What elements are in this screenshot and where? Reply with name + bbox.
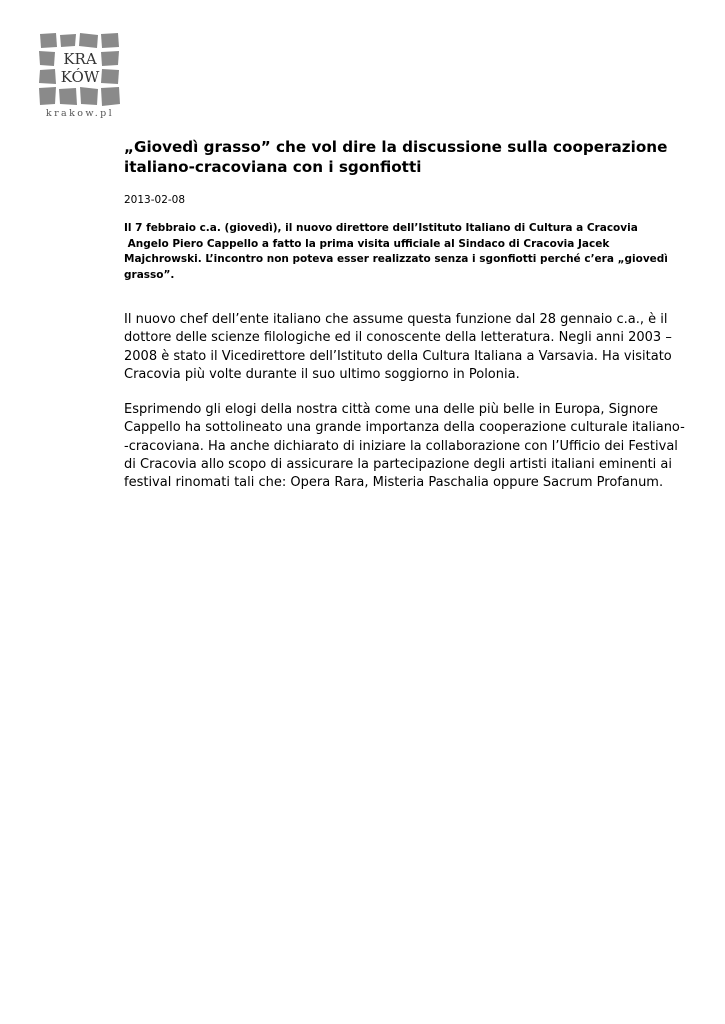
- paragraph-line: -cracoviana. Ha anche dichiarato di iniziare la collaborazione con l’Ufficio dei Festival: [124, 438, 678, 454]
- paragraph-line: 2008 è stato il Vicedirettore dell’Istituto della Cultura Italiana a Varsavia. Ha visitato: [124, 348, 672, 364]
- lead-line: Il 7 febbraio c.a. (giovedì), il nuovo direttore dell’Istituto Italiano di Cultura a Cracovia: [124, 222, 638, 234]
- lead-line: Majchrowski. L’incontro non poteva esser realizzato senza i sgonfiotti perché c’era „giovedì: [124, 253, 668, 265]
- article-paragraph-2: [124, 401, 704, 492]
- article-lead: [124, 221, 704, 283]
- article-title: [124, 137, 704, 177]
- article: [124, 137, 704, 493]
- paragraph-line: Cappello ha sottolineato una grande importanza della cooperazione culturale italiano-: [124, 420, 685, 436]
- article-date: 2013-02-08: [124, 194, 186, 206]
- logo-text-line1: KRA: [63, 50, 97, 68]
- logo-caption: krakow.pl: [45, 108, 115, 119]
- title-line: italiano-cracoviana con i sgonfiotti: [124, 158, 422, 176]
- krakow-logo-mosaic: [38, 32, 122, 110]
- lead-line: Angelo Piero Cappello a fatto la prima visita ufficiale al Sindaco di Cracovia Jacek: [124, 237, 610, 250]
- paragraph-line: Cracovia più volte durante il suo ultimo soggiorno in Polonia.: [124, 366, 520, 382]
- title-line: „Giovedì grasso” che vol dire la discussione sulla cooperazione: [124, 138, 668, 156]
- article-paragraph-1: [124, 311, 704, 384]
- lead-line: grasso”.: [124, 268, 175, 281]
- paragraph-line: di Cracovia allo scopo di assicurare la partecipazione degli artisti italiani eminenti ai: [124, 457, 672, 473]
- paragraph-line: dottore delle scienze filologiche ed il conoscente della letteratura. Negli anni 2003 –: [124, 330, 672, 346]
- logo-text-line2: KÓW: [60, 68, 100, 86]
- paragraph-line: Il nuovo chef dell’ente italiano che assume questa funzione dal 28 gennaio c.a., è il: [124, 312, 668, 327]
- paragraph-line: festival rinomati tali che: Opera Rara, Misteria Paschalia oppure Sacrum Profanum.: [124, 475, 664, 491]
- paragraph-line: Esprimendo gli elogi della nostra città come una delle più belle in Europa, Signore: [124, 402, 658, 418]
